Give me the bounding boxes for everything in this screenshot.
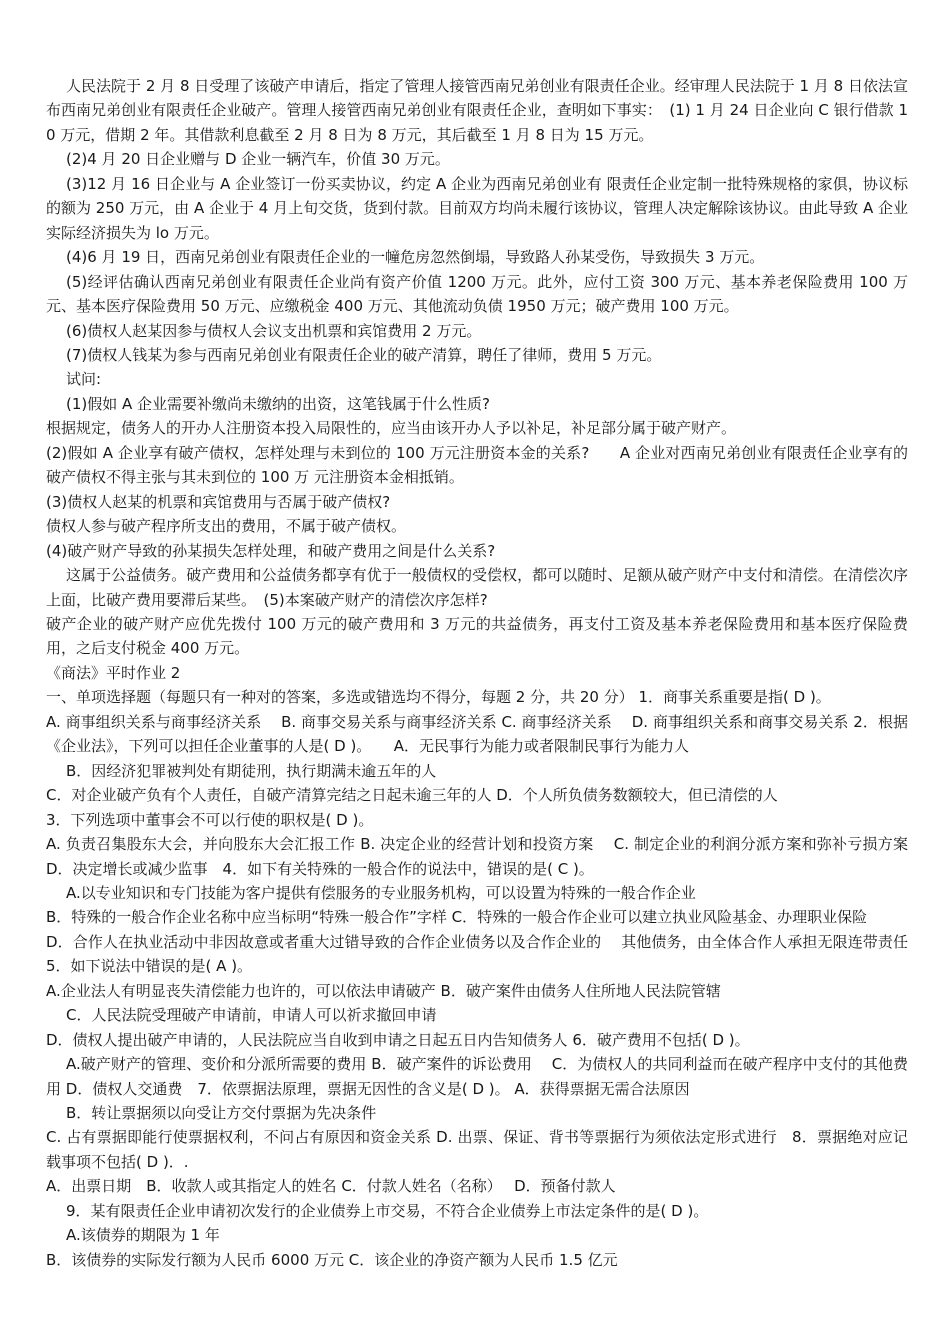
paragraph: 这属于公益债务。破产费用和公益债务都享有优于一般债权的受偿权，都可以随时、足额从破产财产中支付和清偿。在清偿次序上面，比破产费用要滞后某些。 (5)本案破产财产的清偿次序怎样? (46, 566, 908, 609)
paragraph: (1)假如 A 企业需要补缴尚未缴纳的出资，这笔钱属于什么性质? (66, 394, 491, 413)
paragraph: A．出票日期 B．收款人或其指定人的姓名 C．付款人姓名（名称） D．预备付款人 (46, 1177, 616, 1196)
paragraph: B．该债券的实际发行额为人民币 6000 万元 C．该企业的净资产额为人民币 1.5 亿元 (46, 1250, 618, 1269)
paragraph: (4)破产财产导致的孙某损失怎样处理，和破产费用之间是什么关系? (46, 541, 496, 560)
document-body (46, 74, 924, 1272)
paragraph: (7)债权人钱某为参与西南兄弟创业有限责任企业的破产清算，聘任了律师，费用 5 万元。 (66, 345, 662, 364)
paragraph: 一、单项选择题（每题只有一种对的答案，多选或错选均不得分，每题 2 分，共 20 分） 1．商事关系重要是指( D )。 (46, 688, 831, 707)
paragraph: A.破产财产的管理、变价和分派所需要的费用 B．破产案件的诉讼费用 C．为债权人的共同利益而在破产程序中支付的其他费用 D．债权人交通费 7．依票据法原理，票据无因性的含义是( D )。 A．获得票据无需合法原因 (46, 1055, 908, 1098)
paragraph: 试问: (66, 370, 102, 389)
paragraph: 根据规定，债务人的开办人注册资本投入局限性的，应当由该开办人予以补足，补足部分属于破产财产。 (46, 419, 737, 438)
paragraph: (3)债权人赵某的机票和宾馆费用与否属于破产债权? (46, 492, 391, 511)
paragraph: 人民法院于 2 月 8 日受理了该破产申请后，指定了管理人接管西南兄弟创业有限责任企业。经审理人民法院于 1 月 8 日依法宣布西南兄弟创业有限责任企业破产。管理人接管西南兄弟创业有限责任企业，查明如下事实： (1) 1 月 24 日企业向 C 银行借款 10 万元，借期 2 年。其借款利息截至 2 月 8 日为 8 万元，其后截至 1 月 8 日为 15 万元。 (46, 77, 908, 144)
paragraph: (3)12 月 16 日企业与 A 企业签订一份买卖协议，约定 A 企业为西南兄弟创业有 限责任企业定制一批特殊规格的家俱，协议标的额为 250 万元，由 A 企业于 4 月上旬交货，货到付款。目前双方均尚未履行该协议，管理人决定解除该协议。由此导致 A 企业实际经济损失为 lo 万元。 (46, 174, 908, 242)
paragraph: 3．下列选项中董事会不可以行使的职权是( D )。 (46, 810, 374, 829)
paragraph: (2)假如 A 企业享有破产债权，怎样处理与未到位的 100 万元注册资本金的关系? A 企业对西南兄弟创业有限责任企业享有的破产债权不得主张与其未到位的 100 万 元注册资本金相抵销。 (46, 443, 908, 487)
paragraph: B．因经济犯罪被判处有期徒刑，执行期满未逾五年的人 (66, 761, 437, 780)
paragraph: D．合作人在执业活动中非因故意或者重大过错导致的合作企业债务以及合作企业的 其他债务，由全体合作人承担无限连带责任 5．如下说法中错误的是( A )。 (46, 932, 924, 976)
paragraph: A.企业法人有明显丧失清偿能力也许的，可以依法申请破产 B．破产案件由债务人住所地人民法院管辖 (46, 981, 721, 1000)
paragraph: A.以专业知识和专门技能为客户提供有偿服务的专业服务机构，可以设置为特殊的一般合作企业 (66, 883, 696, 902)
paragraph: 破产企业的破产财产应优先拨付 100 万元的破产费用和 3 万元的共益债务，再支付工资及基本养老保险费用和基本医疗保险费用，之后支付税金 400 万元。 (46, 614, 908, 658)
paragraph: (5)经评估确认西南兄弟创业有限责任企业尚有资产价值 1200 万元。此外，应付工资 300 万元、基本养老保险费用 100 万元、基本医疗保险费用 50 万元、应缴税金 400 万元、其他流动负债 1950 万元；破产费用 100 万元。 (46, 272, 908, 316)
paragraph: B．特殊的一般合作企业名称中应当标明“特殊一般合作”字样 C．特殊的一般合作企业可以建立执业风险基金、办理职业保险 (46, 908, 868, 927)
paragraph: D．债权人提出破产申请的，人民法院应当自收到申请之日起五日内告知债务人 6．破产费用不包括( D )。 (46, 1030, 750, 1049)
paragraph: 9．某有限责任企业申请初次发行的企业债券上市交易，不符合企业债券上市法定条件的是( D )。 (66, 1201, 709, 1220)
paragraph: A. 商事组织关系与商事经济关系 B. 商事交易关系与商事经济关系 C. 商事经济关系 D. 商事组织关系和商事交易关系 2．根据《企业法》，下列可以担任企业董事的人是( D )。 A．无民事行为能力或者限制民事行为能力人 (46, 712, 908, 756)
paragraph: A.该债券的期限为 1 年 (66, 1226, 220, 1245)
paragraph: 《商法》平时作业 2 (46, 663, 181, 682)
paragraph: A. 负责召集股东大会，并向股东大会汇报工作 B. 决定企业的经营计划和投资方案 C. 制定企业的利润分派方案和弥补亏损方案 D．决定增长或减少监事 4．如下有关特殊的一般合作的说法中，错误的是( C )。 (46, 835, 908, 878)
paragraph: C. 占有票据即能行使票据权利，不问占有原因和资金关系 D. 出票、保证、背书等票据行为须依法定形式进行 8．票据绝对应记载事项不包括( D )．. (46, 1128, 908, 1171)
paragraph: 债权人参与破产程序所支出的费用，不属于破产债权。 (46, 517, 407, 536)
paragraph: C．对企业破产负有个人责任，自破产清算完结之日起未逾三年的人 D．个人所负债务数额较大，但已清偿的人 (46, 786, 778, 805)
paragraph: C．人民法院受理破产申请前，申请人可以祈求撤回申请 (66, 1006, 437, 1025)
paragraph: (2)4 月 20 日企业赠与 D 企业一辆汽车，价值 30 万元。 (66, 150, 450, 169)
paragraph: (6)债权人赵某因参与债权人会议支出机票和宾馆费用 2 万元。 (66, 321, 482, 340)
paragraph: B．转让票据须以向受让方交付票据为先决条件 (66, 1104, 377, 1123)
paragraph: (4)6 月 19 日，西南兄弟创业有限责任企业的一幢危房忽然倒塌，导致路人孙某受伤，导致损失 3 万元。 (66, 248, 765, 267)
